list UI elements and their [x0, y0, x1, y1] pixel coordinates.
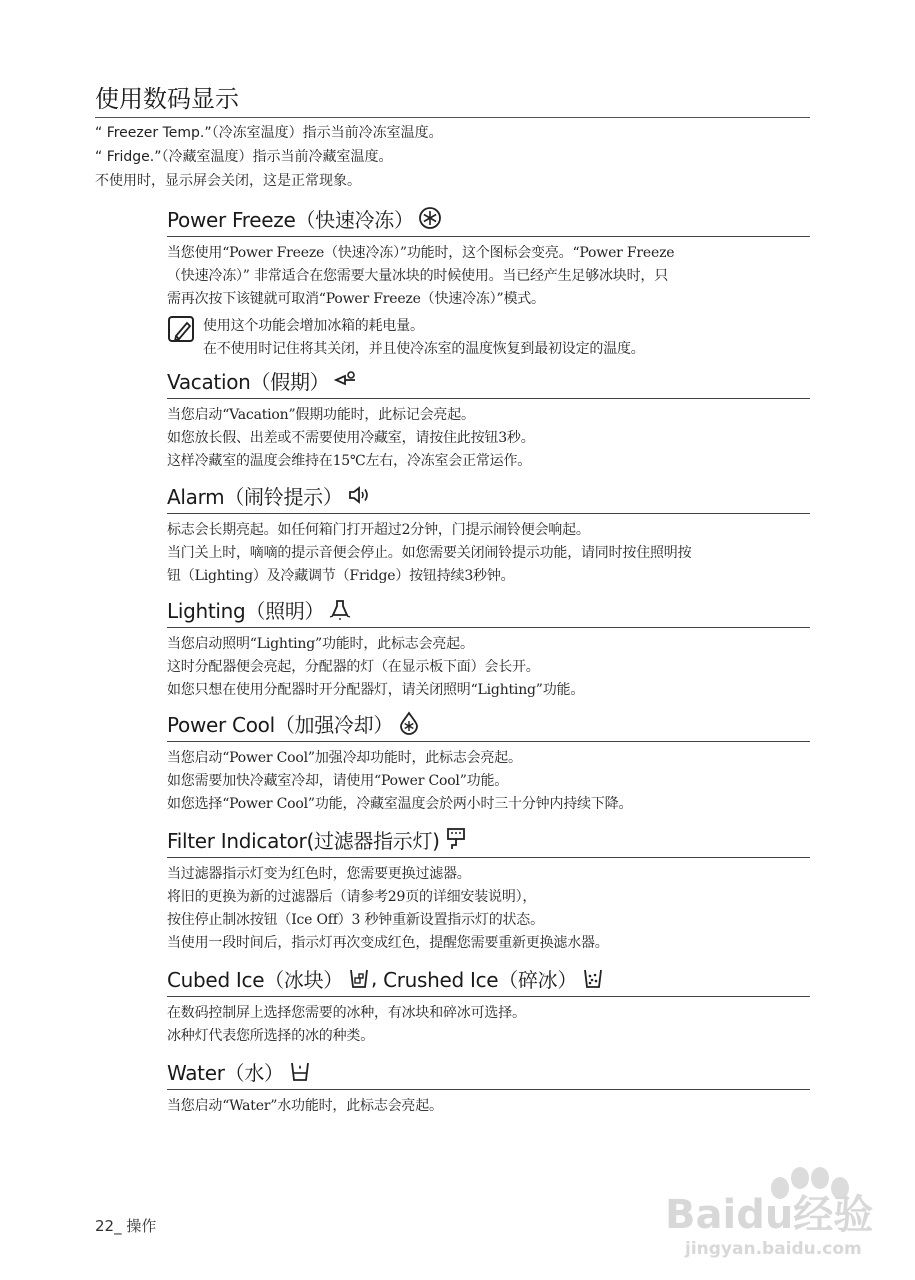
section-lighting — [167, 594, 810, 702]
body-line: 在数码控制屏上选择您需要的冰种，有冰块和碎冰可选择。 — [167, 1005, 526, 1021]
section-title: Vacation（假期） — [167, 369, 330, 394]
body-line: 按住停止制冰按钮（Ice Off）3 秒钟重新设置指示灯的状态。 — [167, 912, 544, 928]
body-line: 如您放长假、出差或不需要使用冷藏室，请按住此按钮3秒。 — [167, 430, 535, 446]
body-line: 这时分配器便会亮起，分配器的灯（在显示板下面）会长开。 — [167, 659, 540, 675]
watermark-url: jingyan.baidu.com — [685, 1239, 862, 1259]
note-block — [167, 315, 810, 361]
section-divider — [167, 857, 810, 858]
section-title-cubed: Cubed Ice（冰块） — [167, 967, 343, 992]
cool-drop-icon — [397, 711, 421, 735]
body-line: 当您启动“Power Cool”加强冷却功能时，此标志会亮起。 — [167, 750, 522, 766]
section-title: Filter Indicator(过滤器指示灯) — [167, 828, 440, 853]
body-line: 如您只想在使用分配器时开分配器灯，请关闭照明“Lighting”功能。 — [167, 682, 585, 698]
section-heading — [167, 963, 810, 993]
section-divider — [167, 236, 810, 237]
snowflake-icon — [418, 206, 442, 230]
section-divider — [167, 996, 810, 997]
section-title: Power Freeze（快速冷冻） — [167, 207, 414, 232]
intro-line-freezer: “ Freezer Temp.”（冷冻室温度）指示当前冷冻室温度。 — [95, 125, 443, 141]
section-power-cool — [167, 708, 810, 816]
section-title-crushed: Crushed Ice（碎冰） — [383, 967, 578, 992]
body-line: 如您需要加快冷藏室冷却，请使用“Power Cool”功能。 — [167, 773, 509, 789]
intro-line-display-off: 不使用时，显示屏会关闭，这是正常现象。 — [95, 173, 361, 189]
section-ice-type — [167, 963, 810, 1048]
section-title: Alarm（闹铃提示） — [167, 484, 343, 509]
baidu-watermark — [645, 1150, 885, 1260]
note-line: 使用这个功能会增加冰箱的耗电量。 — [203, 318, 424, 334]
body-line: 当您启动“Water”水功能时，此标志会亮起。 — [167, 1098, 443, 1114]
section-power-freeze — [167, 203, 810, 361]
section-divider — [167, 741, 810, 742]
body-line: 当过滤器指示灯变为红色时，您需要更换过滤器。 — [167, 866, 471, 882]
section-divider — [167, 627, 810, 628]
body-line: 将旧的更换为新的过滤器后（请参考29页的详细安装说明）， — [167, 889, 537, 905]
body-line: 当门关上时，嘀嘀的提示音便会停止。如您需要关闭闹铃提示功能，请同时按住照明按 — [167, 545, 692, 561]
watermark-brand: Baidu经验 — [665, 1192, 874, 1238]
filter-icon — [444, 827, 468, 851]
section-heading — [167, 824, 810, 854]
section-alarm — [167, 480, 810, 588]
water-cup-icon — [288, 1059, 312, 1083]
lightbulb-icon — [328, 597, 352, 621]
body-line: 如您选择“Power Cool”功能，冷藏室温度会於两小时三十分钟内持续下降。 — [167, 796, 633, 812]
section-heading — [167, 1056, 810, 1086]
section-title-separator: , — [371, 966, 378, 990]
section-water — [167, 1056, 810, 1118]
section-heading — [167, 203, 810, 233]
section-heading — [167, 708, 810, 738]
section-divider — [167, 513, 810, 514]
body-line: 这样冷藏室的温度会维持在15℃左右，冷冻室会正常运作。 — [167, 453, 532, 469]
section-vacation — [167, 365, 810, 473]
section-title: Lighting（照明） — [167, 598, 325, 623]
section-heading — [167, 594, 810, 624]
section-divider — [167, 1089, 810, 1090]
vacation-icon — [333, 368, 357, 392]
cubed-ice-icon — [347, 966, 371, 990]
page-title: 使用数码显示 — [95, 85, 239, 113]
body-line: 当您启动“Vacation”假期功能时，此标记会亮起。 — [167, 407, 475, 423]
body-line: （快速冷冻）” 非常适合在您需要大量冰块的时候使用。当已经产生足够冰块时，只 — [167, 268, 669, 284]
section-filter-indicator — [167, 824, 810, 955]
note-line: 在不使用时记住将其关闭，并且使冷冻室的温度恢复到最初设定的温度。 — [203, 341, 645, 357]
title-divider — [95, 117, 810, 118]
crushed-ice-icon — [581, 966, 605, 990]
note-icon — [167, 315, 197, 345]
body-line: 当您使用“Power Freeze（快速冷冻）”功能时，这个图标会变亮。“Power Freeze — [167, 245, 675, 261]
section-heading — [167, 365, 810, 395]
body-line: 冰种灯代表您所选择的冰的种类。 — [167, 1028, 374, 1044]
section-title: Water（水） — [167, 1060, 284, 1085]
body-line: 标志会长期亮起。如任何箱门打开超过2分钟，门提示闹铃便会响起。 — [167, 522, 590, 538]
page-number: 22_ 操作 — [95, 1217, 157, 1235]
intro-line-fridge: “ Fridge.”（冷藏室温度）指示当前冷藏室温度。 — [95, 149, 393, 165]
section-heading — [167, 480, 810, 510]
body-line: 当使用一段时间后，指示灯再次变成红色，提醒您需要重新更换滤水器。 — [167, 935, 609, 951]
body-line: 需再次按下该键就可取消“Power Freeze（快速冷冻）”模式。 — [167, 291, 545, 307]
speaker-icon — [347, 483, 371, 507]
section-divider — [167, 398, 810, 399]
body-line: 钮（Lighting）及冷藏调节（Fridge）按钮持续3秒钟。 — [167, 568, 515, 584]
section-title: Power Cool（加强冷却） — [167, 712, 394, 737]
body-line: 当您启动照明“Lighting”功能时，此标志会亮起。 — [167, 636, 474, 652]
